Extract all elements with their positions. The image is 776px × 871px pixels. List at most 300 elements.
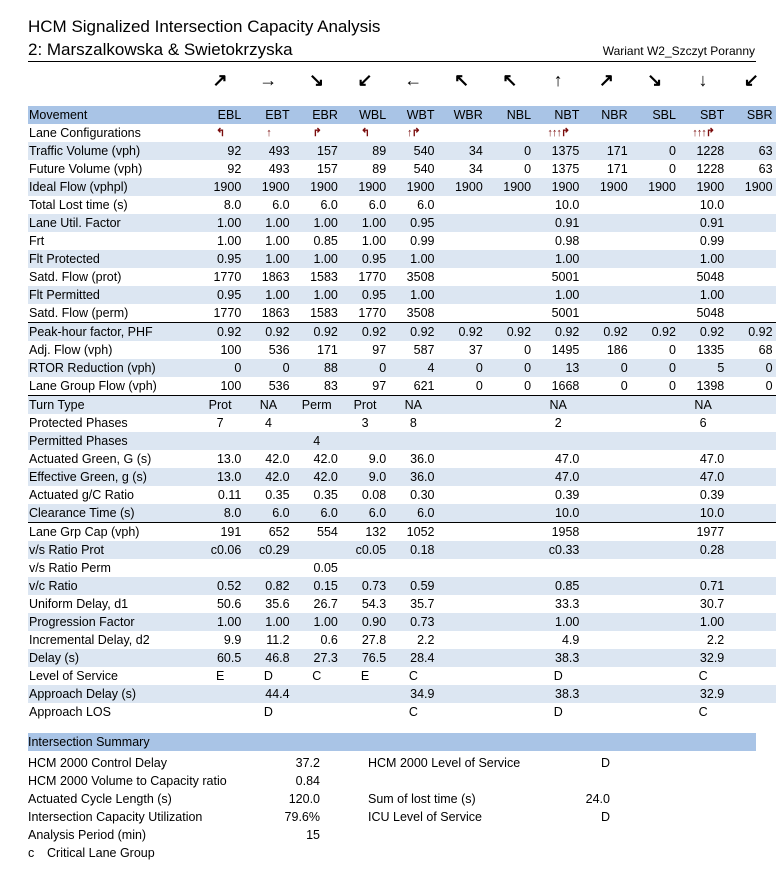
table-cell — [727, 577, 775, 595]
table-cell: 92 — [196, 142, 244, 160]
table-cell — [582, 304, 630, 323]
table-cell — [437, 559, 485, 577]
table-cell — [293, 685, 341, 703]
table-cell: 1863 — [261, 270, 290, 284]
table-cell — [486, 304, 534, 323]
table-cell — [582, 541, 630, 559]
row-label: Flt Permitted — [28, 286, 196, 304]
lane-config-icon: ↰ — [216, 127, 225, 139]
table-cell: 1770 — [213, 306, 242, 320]
table-cell — [437, 523, 485, 542]
table-cell — [582, 286, 630, 304]
table-cell: 536 — [268, 379, 290, 393]
table-row — [28, 559, 776, 577]
lane-config-icon: ↑↑↑↱ — [692, 127, 714, 139]
table-cell — [631, 232, 679, 250]
table-cell: 0.92 — [437, 323, 485, 342]
table-cell: 0 — [582, 359, 630, 377]
intersection-name: 2: Marszalkowska & Swietokrzyska — [28, 40, 293, 59]
table-cell — [727, 214, 775, 232]
table-cell: 0.82 — [244, 577, 292, 595]
table-cell — [582, 232, 630, 250]
table-cell — [437, 631, 485, 649]
table-cell — [727, 559, 775, 577]
table-cell — [437, 595, 485, 613]
nw-arrow-icon: ↖ — [453, 70, 470, 90]
row-label: Delay (s) — [28, 649, 196, 667]
table-cell — [437, 304, 485, 323]
table-cell: 26.7 — [313, 597, 338, 611]
table-cell: 0.28 — [679, 541, 727, 559]
table-cell — [486, 396, 534, 415]
table-cell — [437, 486, 485, 504]
table-cell: 89 — [341, 142, 389, 160]
table-cell: 6.0 — [244, 504, 292, 523]
table-cell — [631, 523, 679, 542]
table-cell — [727, 541, 775, 559]
table-cell — [196, 685, 244, 703]
table-cell: 38.3 — [534, 685, 582, 703]
table-cell: 1900 — [582, 178, 630, 196]
table-cell: 4 — [389, 359, 437, 377]
table-cell — [727, 232, 775, 250]
row-label: Uniform Delay, d1 — [29, 597, 129, 611]
summary-vc-value: 0.84 — [295, 774, 320, 788]
table-cell: NA — [244, 396, 292, 415]
east-arrow-icon: → — [259, 70, 278, 90]
table-cell: 1228 — [696, 162, 725, 176]
table-cell: 63 — [727, 142, 775, 160]
table-cell: 0 — [341, 359, 389, 377]
table-cell — [631, 685, 679, 703]
table-cell — [486, 468, 534, 486]
se-arrow-icon: ↘ — [309, 70, 325, 90]
table-row — [28, 432, 776, 450]
table-cell: 92 — [227, 162, 242, 176]
table-row — [28, 232, 776, 250]
table-cell: 1.00 — [361, 234, 387, 248]
table-cell: 1977 — [679, 523, 727, 542]
summary-icu-value: 79.6% — [284, 810, 320, 824]
movement-header-row — [28, 106, 776, 124]
table-cell: 0.92 — [727, 323, 775, 342]
table-cell: D — [263, 705, 273, 719]
table-cell: 83 — [323, 379, 338, 393]
summary-cycle-label: Actuated Cycle Length (s) — [28, 792, 172, 806]
table-cell: 1.00 — [534, 286, 582, 304]
lane-config-icon — [727, 124, 775, 142]
table-cell: 0 — [486, 359, 534, 377]
table-cell — [437, 450, 485, 468]
table-cell — [727, 667, 775, 685]
table-cell: 0.92 — [389, 323, 437, 342]
table-cell — [389, 559, 437, 577]
table-cell — [437, 468, 485, 486]
table-row — [28, 341, 776, 359]
row-label: Future Volume (vph) — [29, 162, 143, 176]
table-cell: 0 — [765, 379, 773, 393]
table-cell: 100 — [220, 343, 242, 357]
table-row — [28, 541, 776, 559]
row-label: Turn Type — [28, 396, 196, 415]
table-cell — [437, 214, 485, 232]
lane-config-icon — [582, 124, 630, 142]
row-label: Peak-hour factor, PHF — [28, 323, 196, 342]
table-cell: 1900 — [486, 178, 534, 196]
summary-icu-label: Intersection Capacity Utilization — [28, 810, 203, 824]
table-cell: 47.0 — [679, 468, 727, 486]
table-cell: 100 — [220, 379, 242, 393]
table-row — [28, 667, 776, 685]
table-cell: c0.05 — [341, 541, 389, 559]
row-label: Lane Grp Cap (vph) — [28, 523, 196, 542]
table-cell: 0.73 — [389, 613, 437, 631]
table-cell: 5048 — [696, 270, 725, 284]
row-label: Total Lost time (s) — [29, 198, 128, 212]
lane-config-row — [28, 124, 776, 142]
row-label: Protected Phases — [29, 416, 128, 430]
table-cell: 587 — [413, 343, 435, 357]
south-arrow-icon: ↓ — [698, 70, 708, 90]
table-cell: 34.9 — [389, 685, 437, 703]
row-label: Satd. Flow (prot) — [29, 270, 122, 284]
table-cell: 0.05 — [313, 561, 338, 575]
table-cell: 1375 — [534, 142, 582, 160]
table-cell — [727, 486, 775, 504]
row-label: Satd. Flow (perm) — [29, 306, 129, 320]
table-row — [28, 142, 776, 160]
table-cell — [196, 432, 244, 450]
table-cell: 0.73 — [341, 577, 389, 595]
table-cell: 1398 — [696, 379, 725, 393]
table-cell: 1583 — [310, 270, 338, 284]
table-cell: 1900 — [631, 178, 679, 196]
table-cell: 89 — [372, 162, 387, 176]
table-cell — [437, 613, 485, 631]
table-cell — [437, 577, 485, 595]
movement-header-cell: SBR — [727, 106, 775, 124]
table-cell: 6.0 — [389, 504, 437, 523]
table-cell — [582, 523, 630, 542]
variant-label: Wariant W2_Szczyt Poranny — [602, 44, 755, 58]
summary-cycle-value: 120.0 — [288, 792, 320, 806]
row-label: v/s Ratio Perm — [29, 561, 111, 575]
table-cell — [437, 396, 485, 415]
critical-lane-label: Critical Lane Group — [47, 846, 155, 860]
table-cell: 1900 — [534, 178, 582, 196]
table-cell: 3508 — [406, 306, 435, 320]
table-cell: 32.9 — [679, 685, 727, 703]
table-cell: 27.8 — [361, 633, 387, 647]
table-cell: 1770 — [358, 270, 387, 284]
summary-lost-value: 24.0 — [585, 792, 610, 806]
table-cell: 42.0 — [313, 452, 338, 466]
table-cell: 1.00 — [216, 234, 242, 248]
table-cell: 0.91 — [534, 214, 582, 232]
table-cell: 47.0 — [699, 452, 725, 466]
table-cell — [293, 541, 341, 559]
table-cell: 10.0 — [534, 504, 582, 523]
table-cell — [486, 703, 534, 721]
row-label: Lane Util. Factor — [28, 214, 196, 232]
table-cell — [582, 559, 630, 577]
table-cell: 1770 — [213, 270, 242, 284]
table-cell: 68 — [758, 343, 773, 357]
table-cell — [727, 268, 775, 286]
table-cell: C — [698, 705, 708, 719]
table-cell: 171 — [317, 343, 338, 357]
row-label: Clearance Time (s) — [28, 504, 196, 523]
table-cell: 2.2 — [417, 633, 435, 647]
summary-title: Intersection Summary — [28, 735, 150, 749]
north-arrow-icon: ↑ — [553, 70, 563, 90]
table-cell — [582, 504, 630, 523]
table-cell: 0.6 — [320, 633, 338, 647]
table-cell: 1583 — [310, 306, 338, 320]
table-cell: 554 — [293, 523, 341, 542]
table-cell — [486, 250, 534, 268]
table-cell: 536 — [268, 343, 290, 357]
table-cell: 1375 — [551, 162, 580, 176]
table-cell: 2.2 — [706, 633, 725, 647]
table-cell: 0.95 — [341, 286, 389, 304]
table-cell — [293, 414, 341, 432]
table-cell: NA — [679, 396, 727, 415]
table-cell — [437, 703, 485, 721]
table-cell: 36.0 — [410, 452, 435, 466]
table-cell: 0 — [669, 162, 676, 176]
table-row — [28, 414, 776, 432]
table-cell: 28.4 — [389, 649, 437, 667]
table-cell: 1.00 — [389, 250, 437, 268]
table-cell: 1.00 — [293, 613, 341, 631]
table-cell: 27.3 — [293, 649, 341, 667]
west-arrow-icon: ← — [404, 70, 423, 90]
table-cell — [582, 396, 630, 415]
table-cell: 132 — [341, 523, 389, 542]
table-cell: 1900 — [437, 178, 485, 196]
table-cell: 0.18 — [389, 541, 437, 559]
table-cell — [582, 250, 630, 268]
table-cell: 42.0 — [244, 468, 292, 486]
table-cell: 47.0 — [534, 468, 582, 486]
table-cell: 0.92 — [341, 323, 389, 342]
table-cell — [437, 432, 485, 450]
table-cell: 0.08 — [361, 488, 387, 502]
table-cell — [582, 196, 630, 214]
table-cell: 186 — [606, 343, 628, 357]
table-cell: 0 — [631, 359, 679, 377]
table-cell: 493 — [268, 162, 290, 176]
table-cell: 13 — [534, 359, 582, 377]
table-cell: 32.9 — [679, 649, 727, 667]
table-cell: 0.95 — [341, 250, 389, 268]
table-cell — [534, 559, 582, 577]
sw-arrow-icon: ↙ — [357, 70, 373, 90]
table-cell — [727, 304, 775, 323]
table-cell — [631, 486, 679, 504]
table-cell — [727, 595, 775, 613]
summary-control-delay-value: 37.2 — [295, 756, 320, 770]
lane-config-icon: ↰ — [360, 127, 370, 139]
table-cell — [486, 214, 534, 232]
table-cell — [196, 559, 244, 577]
table-cell: 36.0 — [389, 468, 437, 486]
table-cell: Prot — [341, 396, 389, 415]
table-cell — [727, 703, 775, 721]
table-cell: 1335 — [696, 343, 725, 357]
table-row — [28, 468, 776, 486]
header-rule — [28, 61, 756, 62]
table-cell — [582, 468, 630, 486]
table-cell: 1052 — [389, 523, 437, 542]
lane-config-icon: ↑ — [266, 127, 271, 139]
table-cell — [486, 541, 534, 559]
table-row — [28, 703, 776, 721]
table-cell: 97 — [372, 343, 387, 357]
row-label: Actuated g/C Ratio — [29, 488, 134, 502]
table-cell: 6 — [699, 416, 707, 430]
table-row — [28, 178, 776, 196]
table-cell — [437, 685, 485, 703]
summary-vc-label: HCM 2000 Volume to Capacity ratio — [28, 774, 227, 788]
table-cell: 540 — [413, 162, 435, 176]
table-cell — [631, 432, 679, 450]
table-cell: 5048 — [696, 306, 725, 320]
table-cell: 9.0 — [341, 468, 389, 486]
table-cell — [437, 414, 485, 432]
table-row — [28, 613, 776, 631]
movement-header-cell: SBL — [631, 106, 679, 124]
table-cell — [437, 667, 485, 685]
table-cell — [631, 649, 679, 667]
table-cell: 157 — [317, 162, 338, 176]
table-cell — [727, 468, 775, 486]
table-cell — [486, 232, 534, 250]
row-label: Approach Delay (s) — [28, 685, 196, 703]
table-cell: 0.92 — [486, 323, 534, 342]
table-cell — [486, 631, 534, 649]
table-cell: 0 — [437, 359, 485, 377]
row-label: Traffic Volume (vph) — [28, 142, 196, 160]
table-cell — [437, 268, 485, 286]
table-cell: 5 — [679, 359, 727, 377]
table-cell — [486, 613, 534, 631]
table-cell — [582, 649, 630, 667]
table-cell — [727, 504, 775, 523]
lane-config-icon — [631, 124, 679, 142]
table-cell — [582, 414, 630, 432]
table-cell — [196, 703, 244, 721]
table-cell: 0 — [631, 142, 679, 160]
table-cell — [244, 559, 292, 577]
table-cell: 6.0 — [417, 198, 435, 212]
table-cell: 1.00 — [244, 613, 292, 631]
table-cell: 3 — [361, 416, 369, 430]
table-cell — [486, 486, 534, 504]
table-cell: D — [553, 705, 563, 719]
table-cell — [727, 649, 775, 667]
summary-control-delay-label: HCM 2000 Control Delay — [28, 756, 167, 770]
table-cell — [631, 631, 679, 649]
table-row — [28, 214, 776, 232]
ne-arrow-icon: ↗ — [598, 70, 614, 90]
lane-config-icon — [486, 124, 534, 142]
table-cell: 0.95 — [196, 250, 244, 268]
table-cell: 1.00 — [679, 286, 727, 304]
table-cell — [631, 414, 679, 432]
table-cell: 1.00 — [293, 250, 341, 268]
table-cell: 1.00 — [196, 214, 244, 232]
table-cell — [244, 432, 292, 450]
table-cell: 0.71 — [679, 577, 727, 595]
table-cell: 0.92 — [244, 323, 292, 342]
table-cell — [341, 559, 389, 577]
table-cell — [582, 703, 630, 721]
row-label: Movement — [28, 106, 196, 124]
table-cell: 4 — [264, 416, 272, 430]
table-cell — [631, 468, 679, 486]
table-cell — [727, 613, 775, 631]
table-cell — [486, 432, 534, 450]
table-cell — [486, 196, 534, 214]
table-cell — [486, 685, 534, 703]
table-cell: 11.2 — [266, 633, 290, 647]
table-cell — [582, 613, 630, 631]
table-cell: 0 — [620, 379, 628, 393]
summary-icu-los-value: D — [601, 810, 611, 824]
table-cell: 42.0 — [265, 452, 290, 466]
table-cell: 0 — [727, 359, 775, 377]
table-cell: 0.92 — [196, 323, 244, 342]
movement-header-cell: EBR — [293, 106, 341, 124]
table-cell — [293, 703, 341, 721]
table-row — [28, 359, 776, 377]
row-label: v/c Ratio — [28, 577, 196, 595]
row-label: Actuated Green, G (s) — [29, 452, 152, 466]
lane-config-icon: ↑↑↑↱ — [547, 127, 570, 139]
capacity-table — [28, 106, 776, 721]
table-cell — [727, 432, 775, 450]
table-cell: NA — [534, 396, 582, 415]
table-cell — [727, 396, 775, 415]
table-cell — [486, 450, 534, 468]
table-cell — [486, 667, 534, 685]
table-cell — [727, 450, 775, 468]
table-cell: 97 — [372, 379, 387, 393]
table-cell: 1.00 — [679, 250, 727, 268]
table-cell — [631, 214, 679, 232]
table-cell — [631, 559, 679, 577]
table-cell: 0.92 — [582, 323, 630, 342]
table-cell: 1228 — [679, 142, 727, 160]
table-cell: 44.4 — [244, 685, 292, 703]
table-cell: 0.35 — [313, 488, 338, 502]
lane-config-icon: ↱ — [312, 127, 321, 139]
table-cell: 30.7 — [699, 597, 725, 611]
table-row — [28, 268, 776, 286]
table-cell: C — [408, 705, 418, 719]
table-cell: 493 — [244, 142, 292, 160]
summary-period-label: Analysis Period (min) — [28, 828, 147, 842]
table-cell — [631, 450, 679, 468]
movement-header-cell: NBL — [486, 106, 534, 124]
table-row — [28, 396, 776, 415]
summary-lost-label: Sum of lost time (s) — [368, 792, 476, 806]
table-cell: 46.8 — [244, 649, 292, 667]
table-cell: 1.00 — [196, 613, 244, 631]
table-cell: 35.6 — [265, 597, 290, 611]
